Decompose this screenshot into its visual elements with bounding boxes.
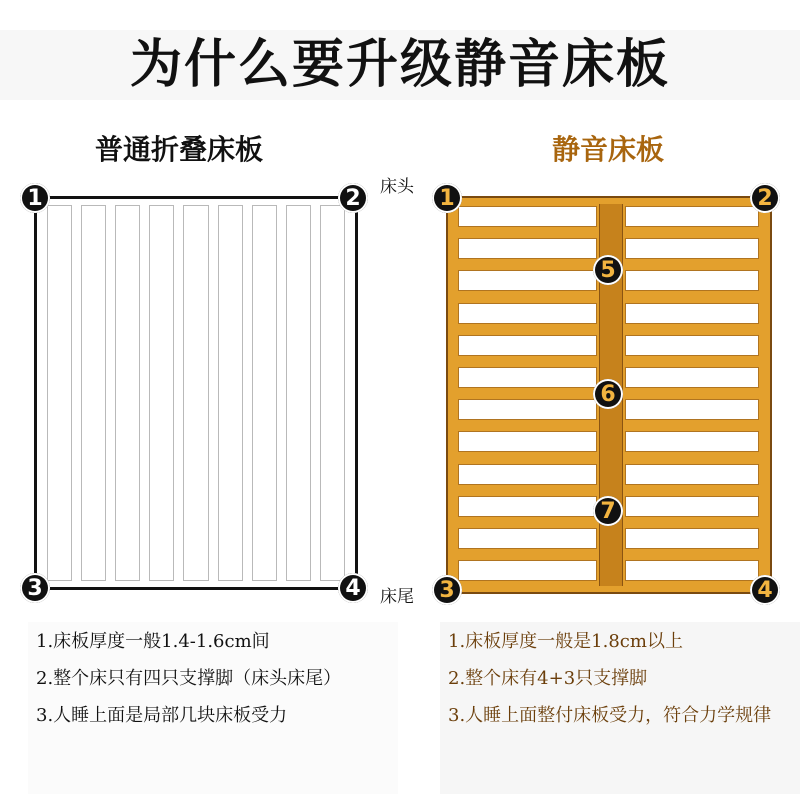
bed-head-label: 床头 bbox=[380, 177, 414, 197]
support-leg-4-badge: 4 bbox=[338, 573, 368, 603]
horizontal-slat bbox=[458, 206, 597, 227]
vertical-slat bbox=[115, 205, 140, 581]
vertical-slat bbox=[47, 205, 72, 581]
ordinary-note-2: 2.整个床只有四只支撑脚（床头床尾） bbox=[36, 668, 342, 689]
horizontal-slat bbox=[625, 399, 759, 420]
silent-note-2: 2.整个床有4+3只支撑脚 bbox=[448, 668, 648, 689]
vertical-slat bbox=[81, 205, 106, 581]
horizontal-slat bbox=[458, 431, 597, 452]
horizontal-slat bbox=[458, 270, 597, 291]
horizontal-slat bbox=[625, 303, 759, 324]
ordinary-slat-group bbox=[47, 205, 345, 581]
right-heading: 静音床板 bbox=[552, 133, 665, 166]
horizontal-slat bbox=[458, 560, 597, 581]
vertical-slat bbox=[252, 205, 277, 581]
silent-leg-3-badge: 3 bbox=[432, 575, 462, 605]
silent-leg-4-badge: 4 bbox=[750, 575, 780, 605]
silent-board-notes bbox=[440, 622, 800, 794]
horizontal-slat bbox=[458, 335, 597, 356]
horizontal-slat bbox=[625, 560, 759, 581]
silent-note-1: 1.床板厚度一般是1.8cm以上 bbox=[448, 631, 683, 652]
horizontal-slat bbox=[625, 464, 759, 485]
horizontal-slat bbox=[625, 367, 759, 388]
silent-leg-5-badge: 5 bbox=[593, 255, 623, 285]
support-leg-1-badge: 1 bbox=[20, 183, 50, 213]
horizontal-slat bbox=[625, 270, 759, 291]
ordinary-note-1: 1.床板厚度一般1.4-1.6cm间 bbox=[36, 631, 270, 652]
left-heading: 普通折叠床板 bbox=[95, 133, 264, 166]
vertical-slat bbox=[320, 205, 345, 581]
horizontal-slat bbox=[625, 206, 759, 227]
bed-tail-label: 床尾 bbox=[380, 587, 414, 607]
silent-note-3: 3.人睡上面整付床板受力，符合力学规律 bbox=[448, 705, 772, 726]
ordinary-board-notes bbox=[28, 622, 398, 794]
vertical-slat bbox=[183, 205, 208, 581]
horizontal-slat bbox=[458, 367, 597, 388]
horizontal-slat bbox=[458, 238, 597, 259]
horizontal-slat bbox=[458, 399, 597, 420]
horizontal-slat bbox=[625, 496, 759, 517]
vertical-slat bbox=[149, 205, 174, 581]
horizontal-slat bbox=[625, 528, 759, 549]
horizontal-slat bbox=[625, 431, 759, 452]
ordinary-bed-board-diagram bbox=[34, 196, 358, 590]
horizontal-slat bbox=[625, 335, 759, 356]
horizontal-slat bbox=[458, 464, 597, 485]
silent-leg-2-badge: 2 bbox=[750, 183, 780, 213]
silent-leg-7-badge: 7 bbox=[593, 496, 623, 526]
horizontal-slat bbox=[458, 303, 597, 324]
support-leg-3-badge: 3 bbox=[20, 573, 50, 603]
page-title: 为什么要升级静音床板 bbox=[0, 30, 800, 100]
horizontal-slat bbox=[458, 496, 597, 517]
horizontal-slat bbox=[625, 238, 759, 259]
silent-leg-1-badge: 1 bbox=[432, 183, 462, 213]
support-leg-2-badge: 2 bbox=[338, 183, 368, 213]
ordinary-note-3: 3.人睡上面是局部几块床板受力 bbox=[36, 705, 288, 726]
vertical-slat bbox=[286, 205, 311, 581]
vertical-slat bbox=[218, 205, 243, 581]
silent-leg-6-badge: 6 bbox=[593, 379, 623, 409]
horizontal-slat bbox=[458, 528, 597, 549]
